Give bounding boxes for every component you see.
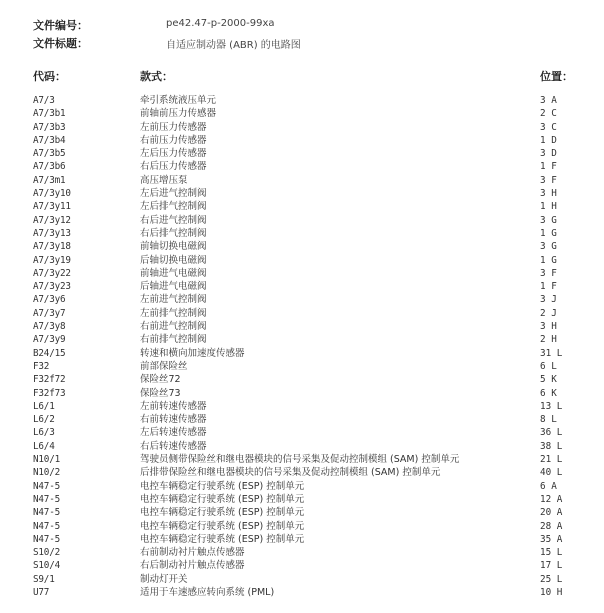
component-position: 3 F: [540, 267, 557, 279]
component-code: A7/3: [33, 95, 55, 106]
component-position: 15 L: [540, 547, 563, 559]
table-row: [0, 267, 604, 280]
component-description: 右后转速传感器: [140, 440, 207, 452]
component-code: A7/3b4: [33, 134, 66, 146]
table-row: [0, 254, 604, 267]
table-row: [0, 280, 604, 293]
component-code: A7/3y6: [33, 294, 66, 306]
component-code: A7/3b3: [33, 121, 66, 133]
component-code: F32f72: [33, 374, 66, 386]
table-row: [0, 121, 604, 134]
component-description: 左前排气控制阀: [140, 307, 207, 319]
component-description: 后轴切换电磁阀: [140, 254, 207, 266]
component-code: N47-5: [33, 520, 60, 532]
component-description: 左后压力传感器: [140, 148, 207, 160]
component-code: S9/1: [33, 573, 55, 585]
table-row: [0, 214, 604, 227]
table-row: [0, 413, 604, 426]
component-code: N10/1: [33, 454, 60, 466]
component-description: 电控车辆稳定行驶系统 (ESP) 控制单元: [140, 507, 305, 519]
component-position: 10 H: [540, 586, 563, 598]
component-position: 17 L: [540, 560, 563, 572]
component-description: 保险丝73: [140, 387, 181, 399]
table-row: [0, 400, 604, 413]
component-position: 3 H: [540, 188, 557, 200]
component-position: 1 F: [540, 161, 557, 173]
component-position: 3 A: [540, 95, 557, 106]
component-code: A7/3y7: [33, 307, 66, 319]
table-row: [0, 160, 604, 173]
component-position: 35 A: [540, 533, 563, 545]
component-description: 右后排气控制阀: [140, 227, 207, 239]
component-description: 左后转速传感器: [140, 427, 207, 439]
component-list: [0, 94, 604, 613]
component-description: 保险丝72: [140, 374, 181, 386]
component-position: 20 A: [540, 507, 563, 519]
component-code: A7/3b6: [33, 161, 66, 173]
component-description: 后排带保险丝和继电器模块的信号采集及促动控制模组 (SAM) 控制单元: [140, 467, 441, 479]
table-row: [0, 373, 604, 386]
component-position: 2 H: [540, 334, 557, 346]
column-header-position: 位置：: [540, 70, 573, 83]
table-row: [0, 453, 604, 466]
component-description: 后轴进气电磁阀: [140, 281, 207, 293]
table-row: [0, 94, 604, 107]
component-description: 右后进气控制阀: [140, 214, 207, 226]
component-position: 28 A: [540, 520, 563, 532]
component-code: A7/3y11: [33, 201, 71, 213]
table-row: [0, 187, 604, 200]
table-row: [0, 307, 604, 320]
table-row: [0, 240, 604, 253]
component-position: 3 G: [540, 214, 557, 226]
component-position: 3 F: [540, 174, 557, 186]
table-row: [0, 466, 604, 479]
component-position: 21 L: [540, 454, 563, 466]
component-description: 前部保险丝: [140, 360, 188, 372]
component-code: A7/3y8: [33, 321, 66, 333]
table-row: [0, 559, 604, 572]
component-description: 右前转速传感器: [140, 414, 207, 426]
component-description: 右前制动衬片触点传感器: [140, 547, 245, 559]
column-header-description: 款式：: [140, 70, 173, 83]
component-description: 电控车辆稳定行驶系统 (ESP) 控制单元: [140, 533, 305, 545]
component-position: 3 G: [540, 241, 557, 253]
component-description: 电控车辆稳定行驶系统 (ESP) 控制单元: [140, 480, 305, 492]
table-row: [0, 147, 604, 160]
component-position: 1 F: [540, 281, 557, 293]
component-description: 制动灯开关: [140, 573, 188, 585]
component-description: 左前进气控制阀: [140, 294, 207, 306]
component-position: 6 L: [540, 360, 557, 372]
component-description: 前轴切换电磁阀: [140, 241, 207, 253]
component-description: 前轴前压力传感器: [140, 108, 217, 120]
component-position: 40 L: [540, 467, 563, 479]
component-description: 电控车辆稳定行驶系统 (ESP) 控制单元: [140, 520, 305, 532]
component-code: N47-5: [33, 480, 60, 492]
component-description: 右后制动衬片触点传感器: [140, 560, 245, 572]
component-code: L6/3: [33, 427, 55, 439]
component-description: 左前压力传感器: [140, 121, 207, 133]
component-code: A7/3y9: [33, 334, 66, 346]
component-code: B24/15: [33, 347, 66, 359]
table-row: [0, 426, 604, 439]
component-code: A7/3m1: [33, 174, 66, 186]
table-row: [0, 506, 604, 519]
column-header-code: 代码：: [33, 70, 66, 83]
component-position: 31 L: [540, 347, 563, 359]
component-position: 6 A: [540, 480, 557, 492]
component-code: A7/3y10: [33, 188, 71, 200]
component-position: 1 G: [540, 227, 557, 239]
component-description: 高压增压泵: [140, 174, 188, 186]
table-row: [0, 387, 604, 400]
component-code: A7/3b5: [33, 148, 66, 160]
component-position: 3 D: [540, 148, 557, 160]
component-code: A7/3y23: [33, 281, 71, 293]
component-code: N47-5: [33, 507, 60, 519]
component-position: 1 D: [540, 134, 557, 146]
component-code: S10/4: [33, 560, 60, 572]
component-position: 3 H: [540, 321, 557, 333]
component-position: 1 H: [540, 201, 557, 213]
table-row: [0, 586, 604, 599]
component-description: 电控车辆稳定行驶系统 (ESP) 控制单元: [140, 493, 305, 505]
file-number-value: pe42.47-p-2000-99xa: [166, 18, 275, 29]
component-description: 左后进气控制阀: [140, 188, 207, 200]
component-position: 3 J: [540, 294, 557, 306]
component-description: 前轴进气电磁阀: [140, 267, 207, 279]
table-row: [0, 333, 604, 346]
table-row: [0, 107, 604, 120]
component-code: A7/3y18: [33, 241, 71, 253]
component-description: 左前转速传感器: [140, 400, 207, 412]
component-description: 驾驶员侧带保险丝和继电器模块的信号采集及促动控制模组 (SAM) 控制单元: [140, 454, 460, 466]
component-description: 右前压力传感器: [140, 134, 207, 146]
component-code: U77: [33, 586, 50, 598]
component-position: 12 A: [540, 493, 563, 505]
component-code: N47-5: [33, 493, 60, 505]
component-position: 38 L: [540, 440, 563, 452]
component-code: A7/3y22: [33, 267, 71, 279]
component-position: 36 L: [540, 427, 563, 439]
table-row: [0, 347, 604, 360]
component-code: A7/3y13: [33, 227, 71, 239]
table-row: [0, 227, 604, 240]
component-description: 左后排气控制阀: [140, 201, 207, 213]
component-code: F32f73: [33, 387, 66, 399]
table-row: [0, 174, 604, 187]
table-row: [0, 599, 604, 612]
table-row: [0, 480, 604, 493]
component-code: L6/1: [33, 400, 55, 412]
component-position: 2 C: [540, 108, 557, 120]
component-description: 右前排气控制阀: [140, 334, 207, 346]
table-row: [0, 293, 604, 306]
component-position: 2 J: [540, 307, 557, 319]
component-code: L6/4: [33, 440, 55, 452]
component-code: A7/3y19: [33, 254, 71, 266]
table-row: [0, 493, 604, 506]
component-position: 3 C: [540, 121, 557, 133]
component-position: 13 L: [540, 400, 563, 412]
component-position: 6 K: [540, 387, 557, 399]
component-code: N10/2: [33, 467, 60, 479]
file-number-label: 文件编号：: [33, 19, 88, 32]
component-code: N47-5: [33, 533, 60, 545]
component-description: 适用于车速感应转向系统 (PML): [140, 586, 275, 598]
component-position: 5 K: [540, 374, 557, 386]
component-code: S10/2: [33, 547, 60, 559]
component-code: A7/3b1: [33, 108, 66, 120]
component-code: A7/3y12: [33, 214, 71, 226]
table-row: [0, 440, 604, 453]
component-description: 右后压力传感器: [140, 161, 207, 173]
component-description: 转速和横向加速度传感器: [140, 347, 245, 359]
component-position: 1 G: [540, 254, 557, 266]
component-description: 右前进气控制阀: [140, 321, 207, 333]
table-row: [0, 200, 604, 213]
table-row: [0, 320, 604, 333]
table-row: [0, 134, 604, 147]
file-title-label: 文件标题：: [33, 37, 88, 50]
component-position: 25 L: [540, 573, 563, 585]
component-position: 8 L: [540, 414, 557, 426]
table-row: [0, 546, 604, 559]
table-row: [0, 520, 604, 533]
component-code: F32: [33, 360, 50, 372]
table-row: [0, 533, 604, 546]
component-description: 牵引系统液压单元: [140, 95, 217, 106]
table-row: [0, 360, 604, 373]
table-row: [0, 573, 604, 586]
component-code: L6/2: [33, 414, 55, 426]
file-title-value: 自适应制动器 (ABR) 的电路图: [166, 40, 301, 51]
